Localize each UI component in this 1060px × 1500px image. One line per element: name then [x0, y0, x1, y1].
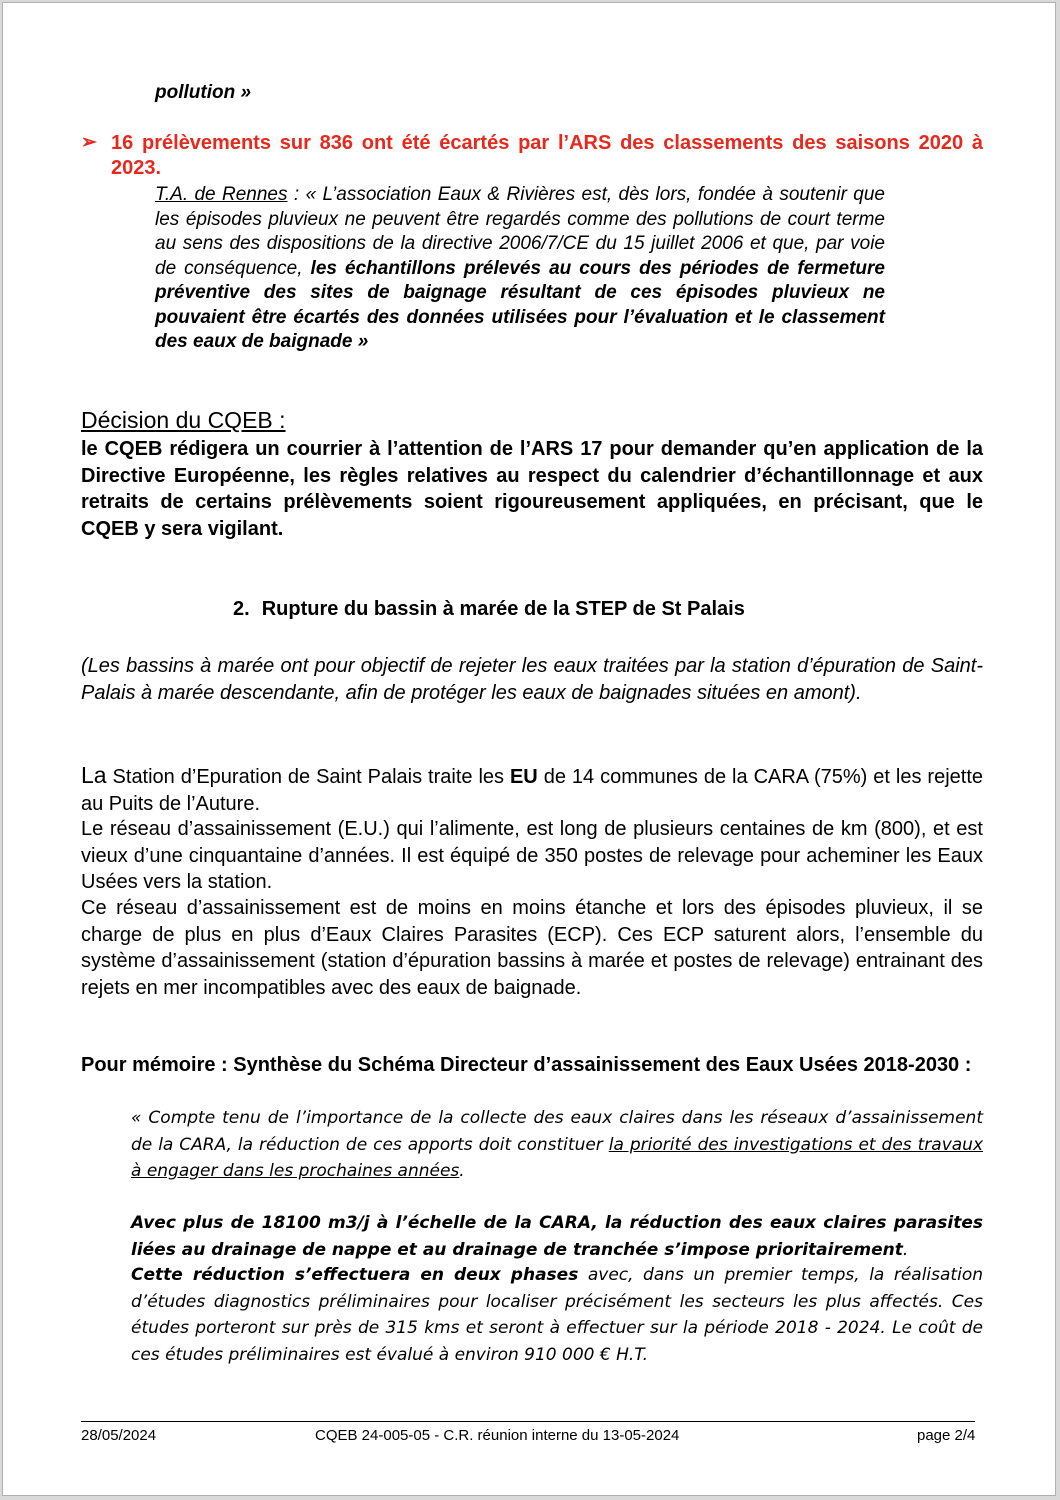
memo-quote-3: Cette réduction s’effectuera en deux phases avec, dans un premier temps, la réalisation d’études diagnostics préliminaires pour localiser précisément les secteurs les plus affectés. Ces études porteront sur près de 315 kms et seront à effectuer sur la période 2018 - 2024. Le coût de ces études préliminaires est évalué à environ 910 000 € H.T. — [131, 1265, 983, 1365]
section-heading — [233, 598, 745, 621]
memo-quote-1: « Compte tenu de l’importance de la collecte des eaux claires dans les réseaux d’assainissement de la CARA, la réduction de ces apports doit constituer la priorité des investigations et des travaux à engager dans les prochaines années. — [131, 1108, 984, 1181]
footer-page-number: page 2/4 — [917, 1427, 976, 1444]
footer-rule — [81, 1421, 975, 1422]
document-page — [2, 2, 1056, 1496]
court-quote-text: : « L’association Eaux & Rivières est, dès lors, fondée à soutenir que les épisodes pluvieux ne peuvent être regardés comme des pollutions de court terme au sens des dispositions de la directive 2006/7/CE du 15 juillet 2006 et que, par voie de conséquence, — [155, 184, 886, 279]
section-title: Rupture du bassin à marée de la STEP de St Palais — [261, 598, 745, 620]
body-paragraph-1: La Station d’Epuration de Saint Palais traite les EU de 14 communes de la CARA (75%) et les rejette au Puits de l’Auture. — [81, 762, 984, 815]
footer-date: 28/05/2024 — [81, 1427, 157, 1444]
court-quote — [155, 183, 885, 355]
memo-quote-2: Avec plus de 18100 m3/j à l’échelle de la CARA, la réduction des eaux claires parasites liées au drainage de nappe et au drainage de tranchée s’impose prioritairement. — [131, 1213, 983, 1260]
bullet-red-text: 16 prélèvements sur 836 ont été écartés par l’ARS des classements des saisons 2020 à 2023. — [111, 132, 983, 179]
decision-title: Décision du CQEB : — [81, 407, 286, 433]
body-paragraph-3: Ce réseau d’assainissement est de moins en moins étanche et lors des épisodes pluvieux, il se charge de plus en plus d’Eaux Claires Parasites (ECP). Ces ECP saturent alors, l’ensemble du système d’assainissement (station d’épuration bassins à marée et postes de relevage) entrainant des rejets en mer incompatibles avec des eaux de baignade. — [81, 897, 983, 999]
court-quote-bold: les échantillons prélevés au cours des périodes de fermeture préventive des sites de baignage résultant de ces épisodes pluvieux ne pouvaient être écartés des données utilisées pour l’évaluation et le classement des eaux de baignade » — [155, 257, 885, 352]
memo-title: Pour mémoire : Synthèse du Schéma Directeur d’assainissement des Eaux Usées 2018-2030 : — [81, 1054, 972, 1076]
memo-quote-underlined: la priorité des investigations et des travaux à engager dans les prochaines années — [131, 1134, 984, 1181]
section-number: 2. — [233, 598, 250, 620]
section-intro: (Les bassins à marée ont pour objectif de rejeter les eaux traitées par la station d’épuration de Saint-Palais à marée descendante, afin de protéger les eaux de baignades situées en amont). — [81, 655, 983, 704]
arrow-bullet-icon: ➢ — [81, 132, 97, 153]
decision-text: le CQEB rédigera un courrier à l’attention de l’ARS 17 pour demander qu’en application de la Directive Européenne, les règles relatives au respect du calendrier d’échantillonnage et aux retraits de certains prélèvements soient rigoureusement appliquées, en précisant, que le CQEB y sera vigilant. — [81, 438, 983, 540]
court-source: T.A. de Rennes — [155, 184, 288, 205]
quote-continuation: pollution » — [155, 82, 252, 103]
body-initial: La — [81, 762, 107, 788]
eu-term: EU — [509, 766, 538, 788]
footer-reference: CQEB 24-005-05 - C.R. réunion interne du 13-05-2024 — [315, 1427, 680, 1444]
body-paragraph-2: Le réseau d’assainissement (E.U.) qui l’alimente, est long de plusieurs centaines de km (800), et est vieux d’une cinquantaine d’années. Il est équipé de 350 postes de relevage pour acheminer les Eaux Usées vers la station. — [81, 818, 983, 893]
